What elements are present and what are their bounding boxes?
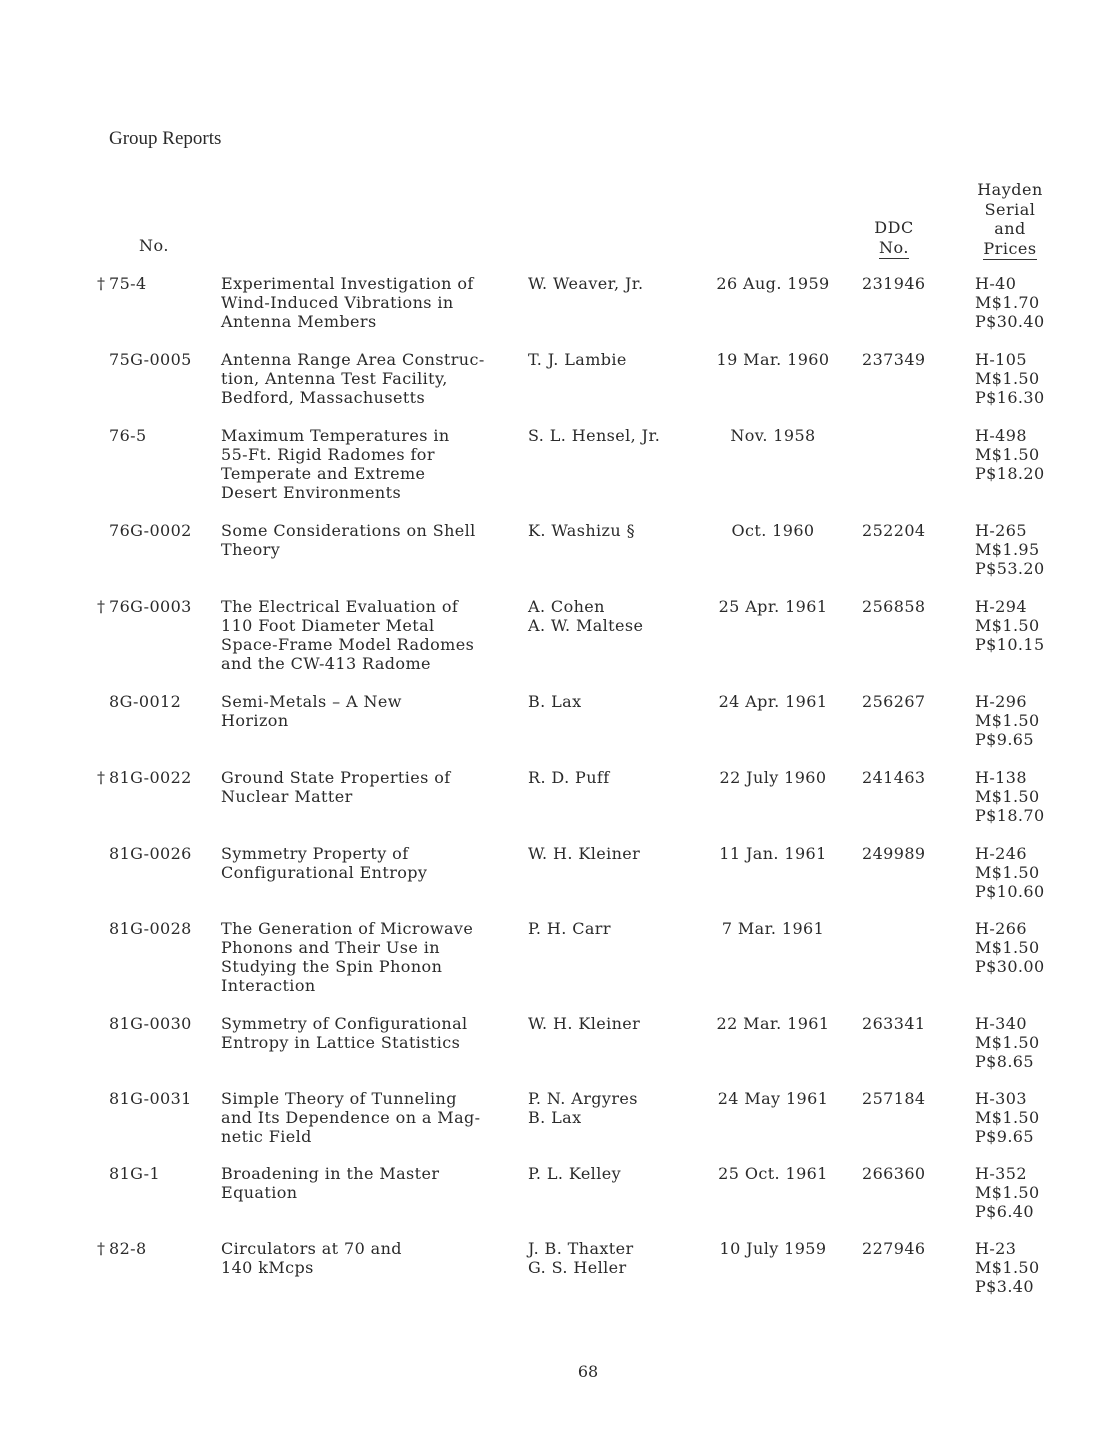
report-author-line: T. J. Lambie xyxy=(528,350,627,369)
report-author xyxy=(528,274,703,293)
report-ddc-number: 252204 xyxy=(862,521,926,540)
report-price-line: P$9.65 xyxy=(975,730,1034,749)
report-price-line: M$1.50 xyxy=(975,1258,1040,1277)
report-author xyxy=(528,692,703,711)
report-date: 7 Mar. 1961 xyxy=(721,919,825,938)
report-title-line: Horizon xyxy=(221,711,289,730)
report-ddc-number: 266360 xyxy=(862,1164,926,1183)
header-no: No. xyxy=(139,236,169,255)
report-date: 25 Oct. 1961 xyxy=(718,1164,828,1183)
report-title xyxy=(221,768,521,806)
report-number-text: 76-5 xyxy=(109,426,147,445)
report-price-line: H-340 xyxy=(975,1014,1027,1033)
report-title xyxy=(221,1014,521,1052)
report-date: 26 Aug. 1959 xyxy=(716,274,830,293)
report-price-line: M$1.50 xyxy=(975,711,1040,730)
report-date: Nov. 1958 xyxy=(730,426,816,445)
report-title-line: Interaction xyxy=(221,976,316,995)
report-title-line: Broadening in the Master xyxy=(221,1164,440,1183)
report-author-line: W. H. Kleiner xyxy=(528,1014,641,1033)
report-price-line: M$1.70 xyxy=(975,293,1040,312)
report-ddc-number: 256858 xyxy=(862,597,926,616)
report-author-line: B. Lax xyxy=(528,692,582,711)
report-price-line: P$16.30 xyxy=(975,388,1045,407)
report-number xyxy=(97,768,217,787)
report-number xyxy=(97,350,217,369)
report-author xyxy=(528,768,703,787)
report-prices xyxy=(975,768,1075,825)
report-price-line: P$18.70 xyxy=(975,806,1045,825)
report-prices xyxy=(975,692,1075,749)
report-title-line: Desert Environments xyxy=(221,483,402,502)
report-number-text: 75-4 xyxy=(109,274,147,293)
report-prices xyxy=(975,426,1075,483)
header-hayden-line4: Prices xyxy=(983,239,1036,261)
report-date: 10 July 1959 xyxy=(719,1239,827,1258)
report-author-line: P. L. Kelley xyxy=(528,1164,622,1183)
report-title-line: Wind-Induced Vibrations in xyxy=(221,293,454,312)
report-number xyxy=(97,426,217,445)
report-title-line: Configurational Entropy xyxy=(221,863,428,882)
dagger-mark: † xyxy=(97,1239,106,1258)
report-prices xyxy=(975,597,1075,654)
report-title-line: Equation xyxy=(221,1183,298,1202)
report-price-line: P$10.15 xyxy=(975,635,1045,654)
report-prices xyxy=(975,1089,1075,1146)
report-author-line: B. Lax xyxy=(528,1108,582,1127)
report-title xyxy=(221,844,521,882)
report-author xyxy=(528,350,703,369)
report-number-text: 75G-0005 xyxy=(109,350,192,369)
report-author xyxy=(528,521,703,540)
report-price-line: M$1.50 xyxy=(975,369,1040,388)
report-number-text: 81G-0031 xyxy=(109,1089,192,1108)
report-title-line: Some Considerations on Shell xyxy=(221,521,476,540)
report-price-line: M$1.50 xyxy=(975,1033,1040,1052)
report-author-line: P. N. Argyres xyxy=(528,1089,638,1108)
report-title xyxy=(221,597,521,673)
report-number-text: 82-8 xyxy=(109,1239,147,1258)
report-title-line: Symmetry of Configurational xyxy=(221,1014,468,1033)
report-ddc-number: 263341 xyxy=(862,1014,926,1033)
report-price-line: H-246 xyxy=(975,844,1027,863)
report-author xyxy=(528,1239,703,1277)
report-title-line: Bedford, Massachusetts xyxy=(221,388,426,407)
report-title-line: Nuclear Matter xyxy=(221,787,353,806)
report-price-line: H-23 xyxy=(975,1239,1017,1258)
report-date: 11 Jan. 1961 xyxy=(719,844,827,863)
report-ddc-number: 231946 xyxy=(862,274,926,293)
report-price-line: H-266 xyxy=(975,919,1027,938)
report-author-line: A. W. Maltese xyxy=(528,616,644,635)
report-title-line: and Its Dependence on a Mag- xyxy=(221,1108,481,1127)
report-author-line: A. Cohen xyxy=(528,597,605,616)
report-prices xyxy=(975,844,1075,901)
report-author-line: J. B. Thaxter xyxy=(528,1239,634,1258)
report-price-line: P$30.40 xyxy=(975,312,1045,331)
report-date: 24 Apr. 1961 xyxy=(718,692,828,711)
report-number xyxy=(97,919,217,938)
report-price-line: M$1.50 xyxy=(975,445,1040,464)
report-title xyxy=(221,1239,521,1277)
report-price-line: H-105 xyxy=(975,350,1027,369)
report-price-line: P$3.40 xyxy=(975,1277,1034,1296)
report-title xyxy=(221,426,521,502)
report-author-line: P. H. Carr xyxy=(528,919,611,938)
report-ddc-number: 237349 xyxy=(862,350,926,369)
report-title-line: Ground State Properties of xyxy=(221,768,451,787)
report-date: 25 Apr. 1961 xyxy=(718,597,828,616)
report-title-line: Circulators at 70 and xyxy=(221,1239,402,1258)
report-date: 22 July 1960 xyxy=(719,768,827,787)
report-author xyxy=(528,426,703,445)
report-title-line: Studying the Spin Phonon xyxy=(221,957,443,976)
report-number-text: 81G-0022 xyxy=(109,768,192,787)
report-price-line: P$9.65 xyxy=(975,1127,1034,1146)
report-prices xyxy=(975,350,1075,407)
report-date: Oct. 1960 xyxy=(731,521,815,540)
report-prices xyxy=(975,919,1075,976)
report-author-line: R. D. Puff xyxy=(528,768,610,787)
report-prices xyxy=(975,1239,1075,1296)
header-ddc xyxy=(868,218,920,259)
dagger-mark: † xyxy=(97,274,106,293)
report-title-line: Entropy in Lattice Statistics xyxy=(221,1033,461,1052)
report-number-text: 81G-0026 xyxy=(109,844,192,863)
report-price-line: P$18.20 xyxy=(975,464,1045,483)
report-author xyxy=(528,1089,703,1127)
report-date: 22 Mar. 1961 xyxy=(716,1014,830,1033)
report-author-line: W. Weaver, Jr. xyxy=(528,274,644,293)
report-price-line: H-265 xyxy=(975,521,1027,540)
page-number: 68 xyxy=(577,1362,599,1381)
report-date: 19 Mar. 1960 xyxy=(716,350,830,369)
report-ddc-number: 241463 xyxy=(862,768,926,787)
report-number xyxy=(97,274,217,293)
report-price-line: H-138 xyxy=(975,768,1027,787)
header-ddc-line1: DDC xyxy=(874,218,914,237)
report-title xyxy=(221,692,521,730)
report-title xyxy=(221,1164,521,1202)
report-title-line: Antenna Members xyxy=(221,312,377,331)
report-author-line: W. H. Kleiner xyxy=(528,844,641,863)
report-price-line: M$1.50 xyxy=(975,938,1040,957)
report-price-line: M$1.50 xyxy=(975,1183,1040,1202)
report-title-line: Semi-Metals – A New xyxy=(221,692,402,711)
report-price-line: P$6.40 xyxy=(975,1202,1034,1221)
report-price-line: H-296 xyxy=(975,692,1027,711)
report-author-line: K. Washizu § xyxy=(528,521,635,540)
report-title xyxy=(221,1089,521,1146)
report-author xyxy=(528,844,703,863)
report-title-line: Experimental Investigation of xyxy=(221,274,474,293)
report-price-line: H-352 xyxy=(975,1164,1027,1183)
report-author xyxy=(528,597,703,635)
report-title-line: The Electrical Evaluation of xyxy=(221,597,459,616)
report-title-line: The Generation of Microwave xyxy=(221,919,474,938)
report-number xyxy=(97,1164,217,1183)
report-title xyxy=(221,521,521,559)
report-title-line: and the CW-413 Radome xyxy=(221,654,431,673)
header-hayden-line2: Serial xyxy=(984,199,1036,219)
report-title xyxy=(221,350,521,407)
report-number xyxy=(97,521,217,540)
report-title-line: Simple Theory of Tunneling xyxy=(221,1089,457,1108)
report-number xyxy=(97,597,217,616)
report-title-line: Maximum Temperatures in xyxy=(221,426,450,445)
report-title xyxy=(221,274,521,331)
report-author xyxy=(528,1164,703,1183)
section-title: Group Reports xyxy=(109,128,222,149)
report-price-line: P$10.60 xyxy=(975,882,1045,901)
report-price-line: P$8.65 xyxy=(975,1052,1034,1071)
report-number-text: 76G-0003 xyxy=(109,597,192,616)
report-author-line: G. S. Heller xyxy=(528,1258,627,1277)
report-prices xyxy=(975,1164,1075,1221)
report-price-line: P$30.00 xyxy=(975,957,1045,976)
report-number-text: 81G-0028 xyxy=(109,919,192,938)
report-title-line: 110 Foot Diameter Metal xyxy=(221,616,435,635)
report-number xyxy=(97,844,217,863)
header-hayden-line1: Hayden xyxy=(977,180,1043,199)
dagger-mark: † xyxy=(97,597,106,616)
report-price-line: H-294 xyxy=(975,597,1027,616)
report-title-line: 55-Ft. Rigid Radomes for xyxy=(221,445,435,464)
header-hayden-line3: and xyxy=(994,219,1026,238)
report-ddc-number: 256267 xyxy=(862,692,926,711)
report-title-line: Theory xyxy=(221,540,281,559)
report-author xyxy=(528,919,703,938)
report-title-line: Symmetry Property of xyxy=(221,844,409,863)
report-ddc-number: 257184 xyxy=(862,1089,926,1108)
report-number xyxy=(97,1239,217,1258)
header-hayden xyxy=(975,180,1045,260)
report-price-line: M$1.50 xyxy=(975,1108,1040,1127)
report-author xyxy=(528,1014,703,1033)
report-author-line: S. L. Hensel, Jr. xyxy=(528,426,661,445)
report-prices xyxy=(975,1014,1075,1071)
report-number xyxy=(97,1089,217,1108)
report-price-line: H-498 xyxy=(975,426,1027,445)
report-number-text: 8G-0012 xyxy=(109,692,182,711)
report-title-line: netic Field xyxy=(221,1127,312,1146)
report-title-line: tion, Antenna Test Facility, xyxy=(221,369,448,388)
report-ddc-number: 227946 xyxy=(862,1239,926,1258)
report-ddc-number: 249989 xyxy=(862,844,926,863)
report-price-line: M$1.50 xyxy=(975,616,1040,635)
report-title-line: Temperate and Extreme xyxy=(221,464,426,483)
report-price-line: M$1.50 xyxy=(975,787,1040,806)
report-number xyxy=(97,692,217,711)
report-title xyxy=(221,919,521,995)
header-ddc-line2: No. xyxy=(879,238,909,260)
report-number xyxy=(97,1014,217,1033)
report-title-line: Phonons and Their Use in xyxy=(221,938,440,957)
report-prices xyxy=(975,274,1075,331)
report-number-text: 81G-1 xyxy=(109,1164,161,1183)
report-number-text: 81G-0030 xyxy=(109,1014,192,1033)
report-title-line: Space-Frame Model Radomes xyxy=(221,635,475,654)
report-price-line: H-303 xyxy=(975,1089,1027,1108)
report-price-line: M$1.50 xyxy=(975,863,1040,882)
report-date: 24 May 1961 xyxy=(717,1089,829,1108)
report-prices xyxy=(975,521,1075,578)
dagger-mark: † xyxy=(97,768,106,787)
report-title-line: Antenna Range Area Construc- xyxy=(221,350,485,369)
report-number-text: 76G-0002 xyxy=(109,521,192,540)
report-price-line: H-40 xyxy=(975,274,1017,293)
report-price-line: P$53.20 xyxy=(975,559,1045,578)
report-title-line: 140 kMcps xyxy=(221,1258,314,1277)
report-price-line: M$1.95 xyxy=(975,540,1040,559)
